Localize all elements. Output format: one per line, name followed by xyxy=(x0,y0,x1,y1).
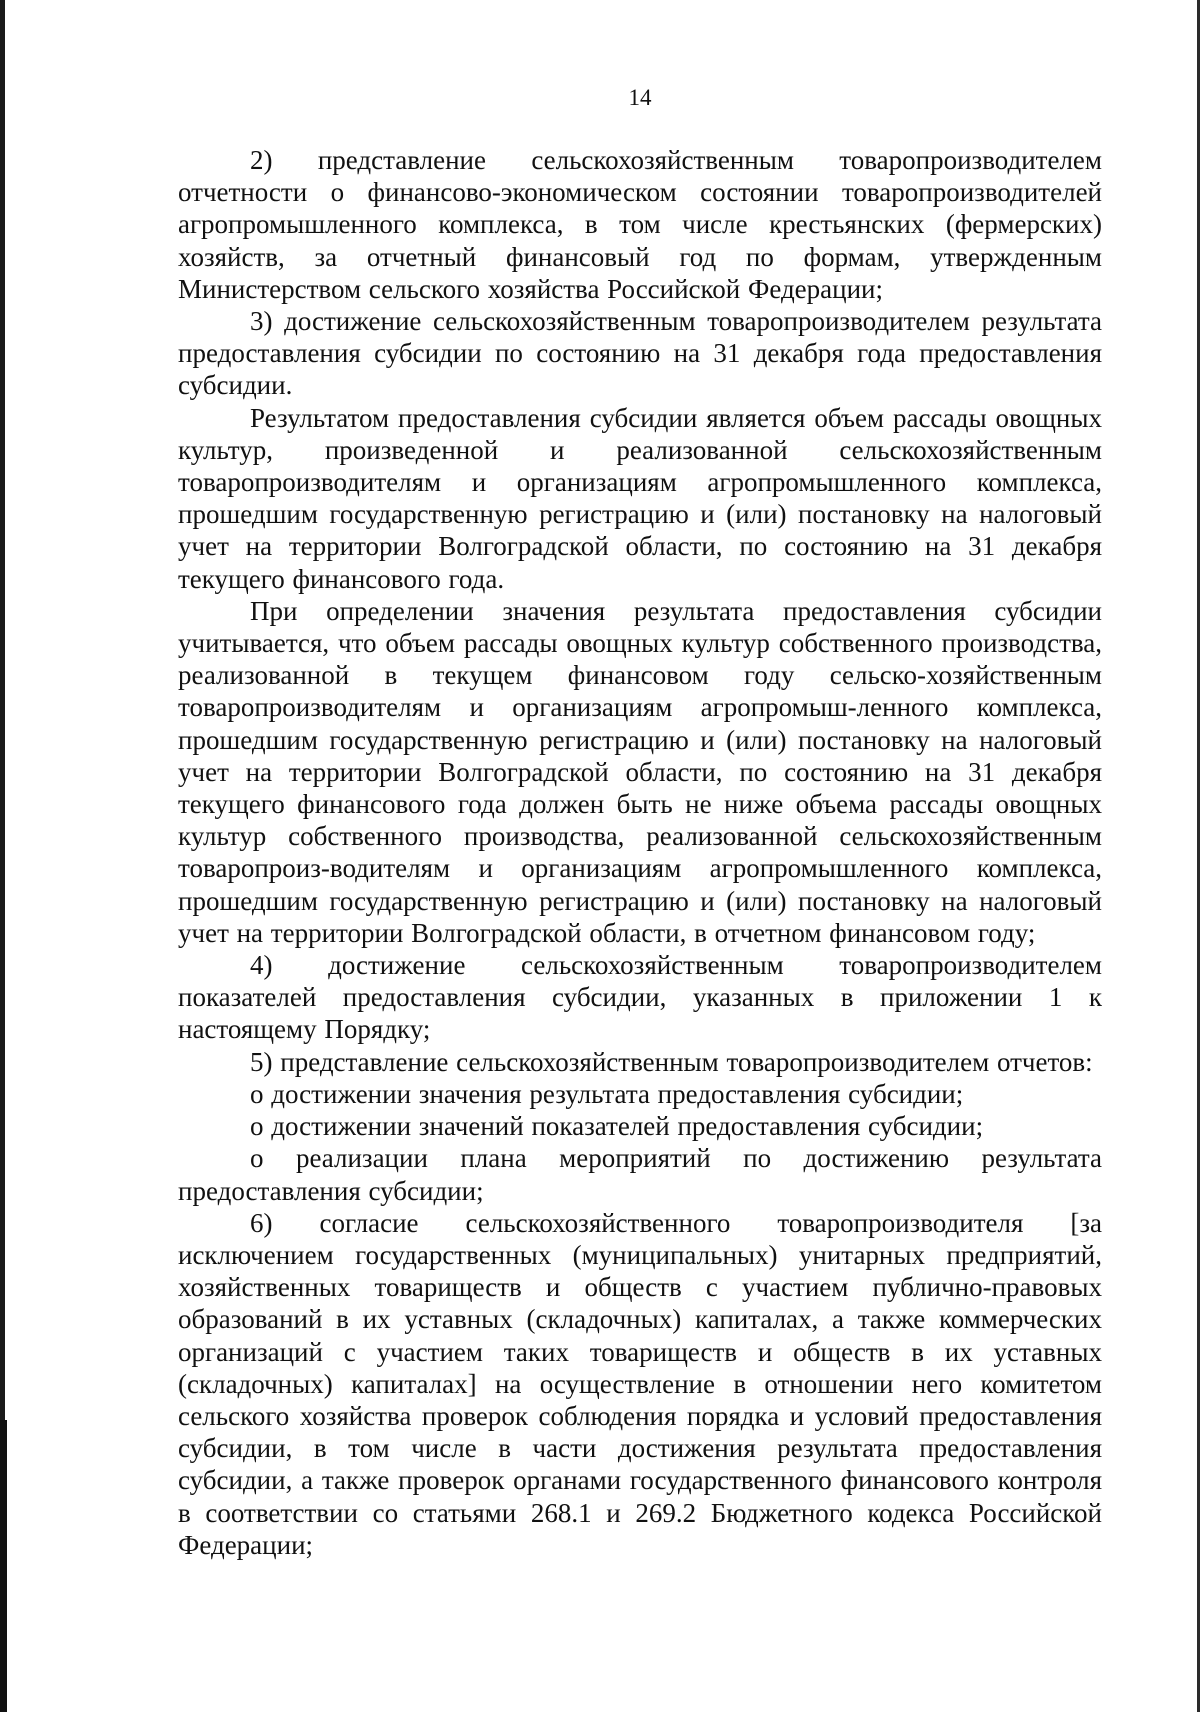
paragraph-item-3: 3) достижение сельскохозяйственным товаропроизводителем результата предоставления субсидии по состоянию на 31 декабря года предоставления субсидии. xyxy=(178,306,1102,401)
paragraph-report-indicators: о достижении значений показателей предоставления субсидии; xyxy=(250,1111,984,1142)
paragraph-item-5: 5) представление сельскохозяйственным товаропроизводителем отчетов: xyxy=(250,1046,1093,1077)
paragraph-item-4: 4) достижение сельскохозяйственным товаропроизводителем показателей предоставления субсидии, указанных в приложении 1 к настоящему Порядку; xyxy=(178,950,1102,1045)
paragraph-item-6: 6) согласие сельскохозяйственного товаропроизводителя [за исключением государственных (муниципальных) унитарных предприятий, хозяйственных товариществ и обществ с участием публично-правовых образований в их уставных (складочных) капиталах, а также коммерческих организаций с участием таких товариществ и обществ в их уставных (складочных) капиталах] на осуществление в отношении него комитетом сельского хозяйства проверок соблюдения порядка и условий предоставления субсидии, в том числе в части достижения результата предоставления субсидии, а также проверок органами государственного финансового контроля в соответствии со статьями 268.1 и 269.2 Бюджетного кодекса Российской Федерации; xyxy=(178,1207,1102,1560)
scan-edge-left-bottom xyxy=(0,1420,7,1712)
paragraph-result-definition: Результатом предоставления субсидии является объем рассады овощных культур, произведенной и реализованной сельскохозяйственным товаропроизводителям и организациям агропромышленного комплекса, прошедшим государственную регистрацию и (или) постановку на налоговый учет на территории Волгоградской области, по состоянию на 31 декабря текущего финансового года. xyxy=(178,402,1102,594)
paragraph-report-result: о достижении значения результата предоставления субсидии; xyxy=(250,1078,964,1109)
paragraph-result-value: При определении значения результата предоставления субсидии учитывается, что объем рассады овощных культур собственного производства, реализованной в текущем финансовом году сельско-хозяйственным товаропроизводителям и организациям агропромыш-ленного комплекса, прошедшим государственную регистрацию и (или) постановку на налоговый учет на территории Волгоградской области, по состоянию на 31 декабря текущего финансового года должен быть не ниже объема рассады овощных культур собственного производства, реализованной сельскохозяйственным товаропроиз-водителям и организациям агропромышленного комплекса, прошедшим государственную регистрацию и (или) постановку на налоговый учет на территории Волгоградской области, в отчетном финансовом году; xyxy=(178,595,1102,948)
document-page xyxy=(178,82,1102,1561)
paragraph-item-2: 2) представление сельскохозяйственным товаропроизводителем отчетности о финансово-экономическом состоянии товаропроизводителей агропромышленного комплекса, в том числе крестьянских (фермерских) хозяйств, за отчетный финансовый год по формам, утвержденным Министерством сельского хозяйства Российской Федерации; xyxy=(178,145,1102,304)
page-number: 14 xyxy=(628,85,652,110)
paragraph-report-plan: о реализации плана мероприятий по достижению результата предоставления субсидии; xyxy=(178,1143,1102,1206)
